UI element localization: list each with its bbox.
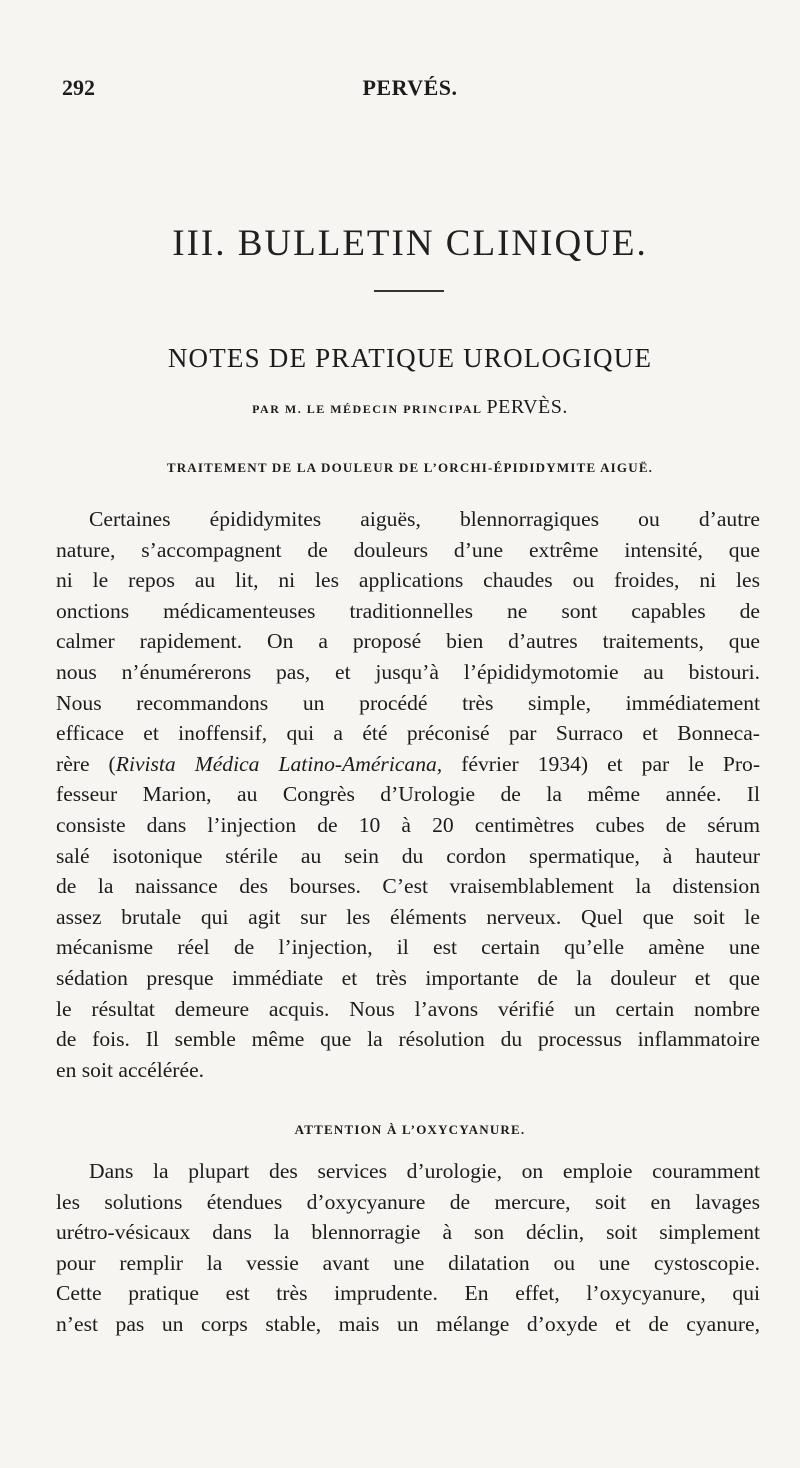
text-line: Dans la plupart des services d’urologie, on emploie couramment — [89, 1159, 760, 1183]
running-head — [62, 75, 758, 105]
text-line: pour remplir la vessie avant une dilatation ou une cystoscopie. — [56, 1250, 760, 1275]
byline-author: PERVÈS. — [486, 396, 568, 418]
text-line: Certaines épididymites aiguës, blennorragiques ou d’autre — [89, 507, 760, 531]
subheading-pain-treatment: TRAITEMENT DE LA DOULEUR DE L’ORCHI-ÉPIDIDYMITE AIGUË. — [166, 460, 654, 475]
text-line: fesseur Marion, au Congrès d’Urologie de la même année. Il — [56, 782, 760, 807]
text-line: sédation presque immédiate et très importante de la douleur et que — [56, 965, 760, 990]
text-line: Nous recommandons un procédé très simple, immédiatement — [56, 690, 760, 715]
text-line: mécanisme réel de l’injection, il est certain qu’elle amène une — [56, 935, 760, 960]
paragraph-oxycyanure — [56, 1156, 760, 1340]
text-line: efficace et inoffensif, qui a été préconisé par Surraco et Bonneca- — [56, 721, 760, 746]
byline-prefix: PAR M. LE MÉDECIN PRINCIPAL — [252, 402, 483, 416]
text-line: calmer rapidement. On a proposé bien d’autres traitements, que — [56, 629, 760, 654]
text-fragment: février 1934) et par le Pro- — [442, 751, 761, 776]
text-line: les solutions étendues d’oxycyanure de mercure, soit en lavages — [56, 1189, 760, 1214]
article-title: NOTES DE PRATIQUE UROLOGIQUE — [167, 343, 653, 373]
text-line: consiste dans l’injection de 10 à 20 centimètres cubes de sérum — [56, 812, 760, 837]
text-line: nous n’énumérerons pas, et jusqu’à l’épididymotomie au bistouri. — [56, 659, 760, 684]
subheading-oxycyanure: ATTENTION À L’OXYCYANURE. — [294, 1122, 526, 1137]
paragraph-pain-treatment — [56, 504, 760, 1085]
text-line: de la naissance des bourses. C’est vraisemblablement la distension — [56, 874, 760, 899]
text-fragment: rère ( — [56, 751, 116, 776]
text-line: de fois. Il semble même que la résolution du processus inflammatoire — [56, 1027, 760, 1052]
text-line: onctions médicamenteuses traditionnelles ne sont capables de — [56, 598, 760, 623]
journal-title: Rivista Médica Latino-Américana, — [115, 751, 443, 776]
text-line: Cette pratique est très imprudente. En effet, l’oxycyanure, qui — [56, 1281, 760, 1306]
text-line: en soit accélérée. — [56, 1057, 205, 1082]
text-line: nature, s’accompagnent de douleurs d’une extrême intensité, que — [56, 537, 760, 562]
section-title: III. BULLETIN CLINIQUE. — [172, 223, 648, 264]
text-line: salé isotonique stérile au sein du cordon spermatique, à hauteur — [56, 843, 760, 868]
text-line: assez brutale qui agit sur les éléments nerveux. Quel que soit le — [56, 904, 760, 929]
page-number: 292 — [62, 75, 95, 100]
byline — [60, 396, 760, 419]
text-line: urétro-vésicaux dans la blennorragie à son déclin, soit simplement — [56, 1220, 760, 1245]
text-line: ni le repos au lit, ni les applications chaudes ou froides, ni les — [56, 568, 760, 593]
title-divider — [374, 290, 444, 292]
running-title: PERVÉS. — [362, 75, 458, 100]
text-line-with-citation — [56, 749, 760, 780]
text-line: n’est pas un corps stable, mais un mélange d’oxyde et de cyanure, — [56, 1311, 760, 1336]
text-line: le résultat demeure acquis. Nous l’avons vérifié un certain nombre — [56, 996, 760, 1021]
